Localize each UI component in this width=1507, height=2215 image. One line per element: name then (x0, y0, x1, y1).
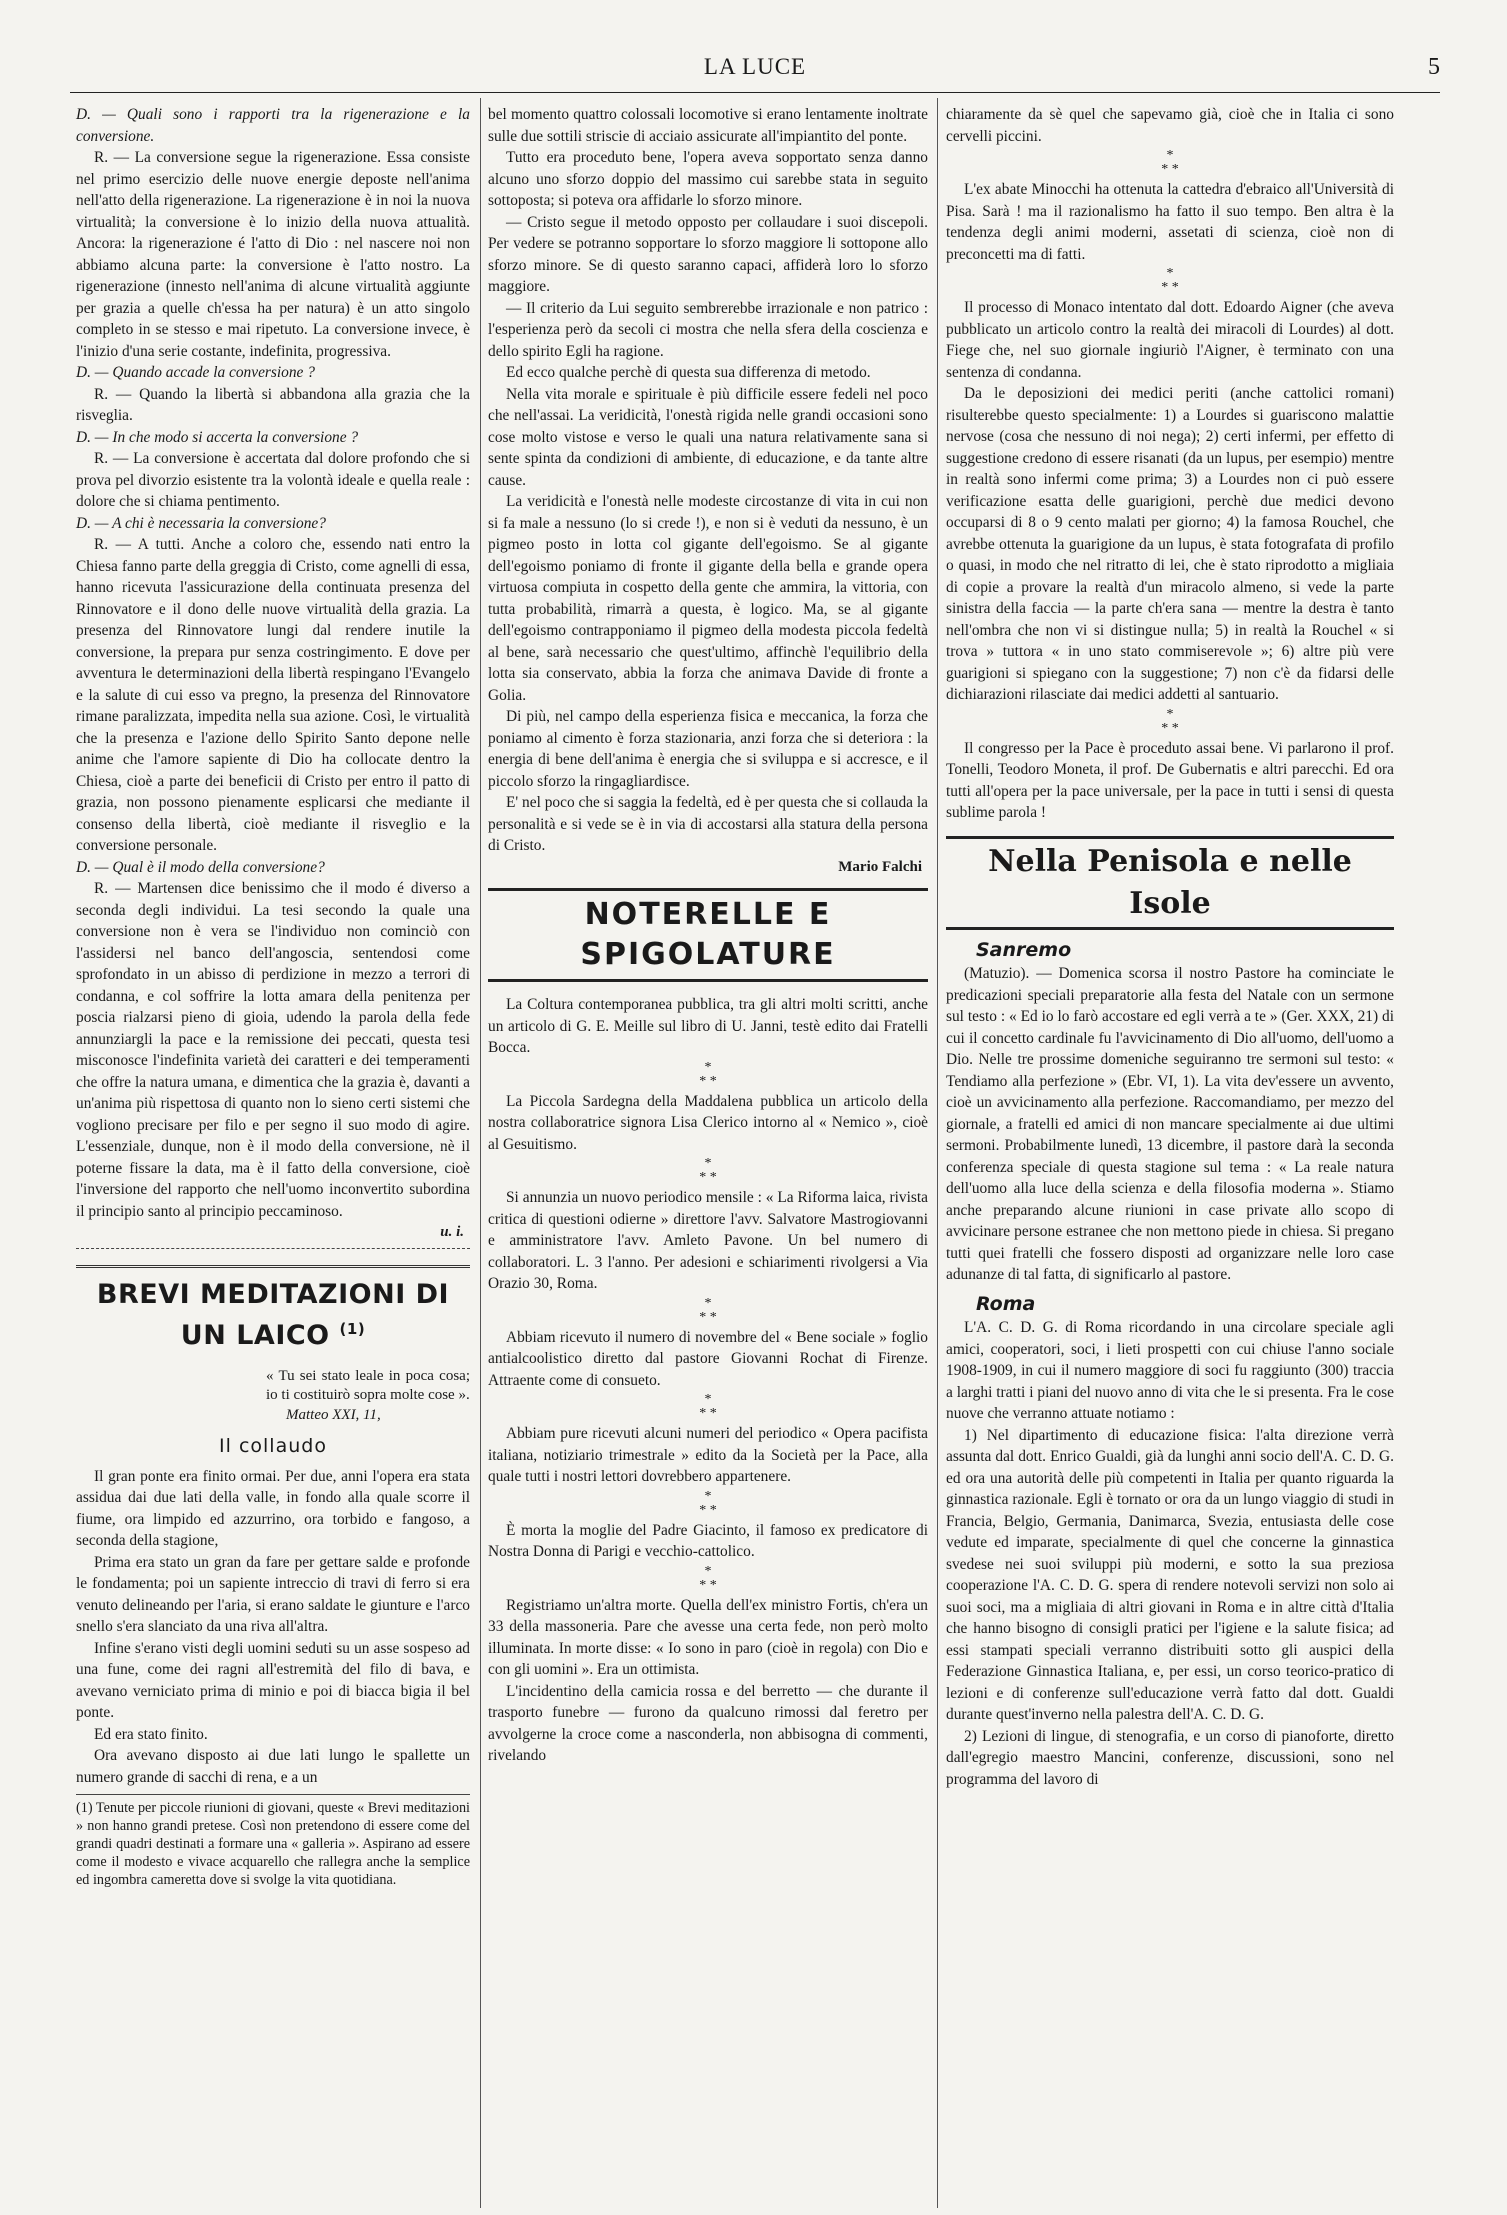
asterism: * * * (699, 1392, 717, 1421)
section-divider (76, 1248, 470, 1249)
answer: R. — La conversione è accertata dal dolore profondo che si prova pel divorzio esistente tra la volontà ideale e quella reale : dolore che si chiama pentimento. (76, 450, 470, 510)
place-heading-sanremo: Sanremo (976, 938, 1072, 961)
paragraph: — Il criterio da Lui seguito sembrerebbe irrazionale e non patrico : l'esperienza però da secoli ci mostra che nella sfera della coscienza e dello spirito Egli ha ragione. (488, 299, 928, 360)
paragraph: 1) Nel dipartimento di educazione fisica: l'alta direzione verrà assunta dal dott. Enrico Gualdi, già da lunghi anni socio dell'A. C. D. G. ed ora una autorità delle più competenti in Italia per quanto riguarda la ginnastica razionale. Egli è tornato or ora da un lungo viaggio di studi in Francia, Belgio, Germania, Danimarca, Svezia, entusiasta delle cose vedute ed imparate, specialmente di quel che concerne la ginnastica svedese nei suoi sviluppi più moderni, e sotto la sua preziosa cooperazione l'A. C. D. G. spera di rendere notevoli servizi non solo ai suoi soci, ma a migliaia di altri giovani in Roma e in altre città d'Italia che hanno bisogno di consigli pratici per l'igiene e la salute fisica; ad essi stampati speciali verranno distribuiti sotto gli auspici della Federazione Ginnastica Italiana, e, per essi, un corso teorico-pratico di lezioni e di conferenze sull'educazione verrà fatto dal dott. Gualdi durante quest'inverno nella palestra dell'A. C. D. G. (946, 1426, 1394, 1723)
paragraph: — Cristo segue il metodo opposto per collaudare i suoi discepoli. Per vedere se potranno sopportare lo sforzo maggiore li sottopone allo sforzo minore. Se di questo saranno capaci, affiderà loro lo sforzo maggiore. (488, 213, 928, 295)
note-item: Abbiam ricevuto il numero di novembre del « Bene sociale » foglio antialcoolistico diretto dal pastore Giovanni Rochat di Firenze. Attraente come di consueto. (488, 1328, 928, 1389)
paragraph: Tutto era proceduto bene, l'opera aveva sopportato senza danno alcuno uno sforzo doppio del massimo cui sarebbe stata in seguito sottoposta; si poteva ora affidarle lo sforzo minore. (488, 149, 928, 209)
note-item: La Piccola Sardegna della Maddalena pubblica un articolo della nostra collaboratrice signora Lisa Clerico intorno al « Nemico », cioè al Gesuitismo. (488, 1092, 928, 1153)
paragraph: La veridicità e l'onestà nelle modeste circostanze di vita in cui non si fa male a nessuno (lo si crede !), e non si è veduti da nessuno, è un pigmeo posto in lotta col gigante dell'egoismo. Se al gigante dell'egoismo poniamo di fronte il gigante della bella e grande opera virtuosa compiuta in cospetto della gente che ammira, la vittoria, con tutta probabilità, rimarrà a questa, è logico. Ma, se al gigante dell'egoismo contrapponiamo il pigmeo della modesta piccola fedeltà al bene, sarà necessario che quest'ultimo, affinchè l'equilibrio della lotta sia conservato, abbia la forza che animava Davide di fronte a Golia. (488, 493, 928, 704)
column-3 (946, 104, 1394, 1790)
paragraph: bel momento quattro colossali locomotive si erano lentamente inoltrate sulle due sottili striscie di acciaio assicurate all'impiantito del ponte. (488, 106, 928, 145)
note-item: È morta la moglie del Padre Giacinto, il famoso ex predicatore di Nostra Donna di Parigi e vecchio-cattolico. (488, 1521, 928, 1560)
answer: R. — La conversione segue la rigenerazione. Essa consiste nel primo esercizio delle nuove energie deposte nell'anima nell'atto della rigenerazione. La rigenerazione è in noi la nuova virtualità; la conversione è lo inizio della nuova attualità. Ancora: la rigenerazione é l'atto di Dio : nel nascere noi non abbiamo alcuna parte: la conversione è l'atto nostro. La rigenerazione (innesto nell'anima di alcune virtualità aggiunte per grazia a quelle ch'essa ha per natura) è un atto singolo completo in se stesso e mai ripetuto. La conversione invece, è l'inizio d'una serie costante, indefinita, progressiva. (76, 149, 470, 360)
article-subtitle: Il collaudo (219, 1435, 327, 1457)
question: D. — Quando accade la conversione ? (76, 364, 315, 381)
epigraph: « Tu sei stato leale in poca cosa; io ti costituirò sopra molte cose ». (266, 1367, 470, 1403)
question: D. — Quali sono i rapporti tra la rigenerazione e la conversione. (76, 106, 470, 145)
note-item: Si annunzia un nuovo periodico mensile : « La Riforma laica, rivista critica di questioni odierne » direttore l'avv. Salvatore Mastrogiovanni e amministratore l'avv. Amleto Pavone. Un bel numero di collaboratori. L. 3 l'anno. Per adesioni e schiarimenti rivolgersi a Via Orazio 30, Roma. (488, 1189, 928, 1292)
page-number: 5 (1428, 54, 1440, 80)
note-item: Abbiam pure ricevuti alcuni numeri del periodico « Opera pacifista italiana, notiziario trimestrale » edito da la Società per la Pace, alla quale tutti i nostri lettori dovrebbero appartenere. (488, 1425, 928, 1485)
note-item: L'incidentino della camicia rossa e del berretto — che durante il trasporto funebre — furono da qualcuno rimossi dal feretro per avvolgerne la croce come a nasconderla, non abbisogna di commenti, rivelando (488, 1682, 928, 1764)
note-item: Da le deposizioni dei medici periti (anche cattolici romani) risulterebbe questo specialmente: 1) a Lourdes si guariscono malattie nervose (cosa che nessuno di noi nega); 2) certi infermi, per effetto di suggestione credono di essere risanati (da un lupus, per esempio) mentre in realtà sono infermi come prima; 3) a Lourdes non ci può essere verificazione esatta delle guarigioni, perchè due medici devono occuparsi di 8 o 9 cento malati per giorno; 4) la famosa Rouchel, che avrebbe ottenuta la guarigione da un lupus, è stata fotografata di profilo o quasi, in modo che nel ritratto di lei, che è stato riprodotto a migliaia di copie a provare la realtà d'un miracolo almeno, si vede la parte sinistra della faccia — la parte ch'era sana — mentre la destra è tanto nell'ombra che non vi si distingue nulla; 5) in realtà la Rouchel « si trova » tuttora « in uno stato commiserevole »; 6) altre più vere guarigioni si spiegano con la suggestione; 7) non c'è da fidarsi delle dichiarazioni rilasciate dai medici addetti al santuario. (946, 385, 1394, 703)
header-rule (70, 92, 1440, 93)
asterism: * * * (699, 1059, 717, 1089)
asterism: * * * (1161, 266, 1179, 295)
nella-penisola-title: Nella Penisola e nelle Isole (946, 836, 1394, 930)
asterism: * * * (699, 1156, 717, 1185)
place-heading-roma: Roma (976, 1292, 1036, 1315)
paragraph: Ora avevano disposto ai due lati lungo le spallette un numero grande di sacchi di rena, e a un (76, 1747, 470, 1786)
paragraph: Prima era stato un gran da fare per gettare salde e profonde le fondamenta; poi un sapiente intreccio di travi di ferro si era venuto delineando per l'aria, si erano saldate le giunture e l'arco snello s'era slanciato da una riva all'altra. (76, 1553, 470, 1635)
brevi-meditazioni-title: BREVI MEDITAZIONI DI UN LAICO $^{(1)}$ (76, 1265, 470, 1353)
note-item: Il processo di Monaco intentato dal dott. Edoardo Aigner (che aveva pubblicato un articolo contro la realtà dei miracoli di Lourdes) al dott. Fiege che, nel suo giornale ingiuriò l'Aigner, è terminato con una sentenza di condanna. (946, 299, 1394, 381)
footnote-mark: (1) (339, 1319, 366, 1338)
masthead-title: LA LUCE (703, 54, 807, 79)
asterism: * * * (699, 1295, 717, 1325)
paragraph: 2) Lezioni di lingue, di stenografia, e un corso di pianoforte, diretto dall'egregio maestro Mancini, conferenze, discussioni, sono nel programma del lavoro di (946, 1727, 1394, 1788)
paragraph: Il gran ponte era finito ormai. Per due, anni l'opera era stata assidua dai due lati della valle, in fondo alla quale scorre il fiume, ora limpido ed azzurrino, ora torbido e fangoso, a seconda della stagione, (76, 1467, 470, 1549)
asterism: * * * (1161, 148, 1179, 177)
noterelle-title: NOTERELLE E SPIGOLATURE (488, 888, 928, 982)
paragraph: Di più, nel campo della esperienza fisica e meccanica, la forza che poniamo al cimento è forza stazionaria, anzi forza che si deteriora : la energia di bene dell'anima è energia che si sviluppa e si accresce, e il piccolo sforzo la ringagliardisce. (488, 708, 928, 790)
note-item: La Coltura contemporanea pubblica, tra gli altri molti scritti, anche un articolo di G. E. Meille sul libro di U. Janni, testè edito dai Fratelli Bocca. (488, 996, 928, 1056)
paragraph: E' nel poco che si saggia la fedeltà, ed è per questa che si collauda la personalità e si vede se è in via di accostarsi alla statura della persona di Cristo. (488, 794, 928, 854)
epigraph-citation: Matteo XXI, 11, (286, 1406, 381, 1423)
column-2 (488, 104, 928, 1767)
asterism: * * * (699, 1563, 717, 1593)
paragraph: Ed era stato finito. (94, 1725, 208, 1743)
answer: R. — Martensen dice benissimo che il modo é diverso a seconda degli individui. La tesi secondo la quale una conversione non è vera se l'individuo non cominciò con l'assidersi nel banco dell'angoscia, sentendosi come sprofondato in un abisso di perdizione in mezzo a terrori di condanna, e col soffrire la lotta amara della penitenza per poscia rialzarsi pieno di gioia, udendo la parola della fede annunziargli la pace e la remissione dei peccati, questa tesi misconosce l'indefinita varietà dei caratteri e dei temperamenti che offre la natura umana, e dimentica che la grazia è, davanti a un'anima più rispettosa di quanto non lo sieno certi sistemi che vogliono precisare per filo e per segno il suo modo di agire. L'essenziale, dunque, non è il modo della conversione, nè il poterne fissare la data, ma è il fatto della conversione, cioè l'inversione del rapporto che nell'uomo inconvertito subordina il principio santo al principio peccaminoso. (76, 880, 470, 1220)
note-item: Il congresso per la Pace è proceduto assai bene. Vi parlarono il prof. Tonelli, Teodoro Moneta, il prof. De Gubernatis e altri parecchi. Ed ora tutti all'opera per la pace universale, per la pace in tutti i sensi di questa sublime parola ! (946, 739, 1394, 821)
article-signature: u. i. (440, 1224, 464, 1240)
paragraph: Nella vita morale e spirituale è più difficile essere fedeli nel poco che nell'assai. La veridicità, l'onestà rigida nelle grandi occasioni sono cose molto vistose e verso le quali una natura relativamente sana si sente spinta da condizioni di ambiente, di educazione, e da tante altre cause. (488, 385, 928, 489)
note-item: chiaramente da sè quel che sapevamo già, cioè che in Italia ci sono cervelli piccini. (946, 106, 1394, 145)
paragraph: (Matuzio). — Domenica scorsa il nostro Pastore ha cominciate le predicazioni speciali preparatorie alla festa del Natale con un sermone sul testo : « Ed io lo farò accostare ed egli verrà a te » (Ger. XXX, 21) di cui il concetto cardinale fu l'avvicinamento di Dio all'uomo, dell'uomo a Dio. Nelle tre prossime domeniche seguiranno tre sermoni sul testo: « Tendiamo alla perfezione » (Ebr. VI, 1). La vita dev'essere un avvento, cioè un avvicinamento alla perfezione. Raccomandiamo, per mezzo del giornale, a fratelli ed amici di non mancare specialmente ai due ultimi sermoni. Probabilmente lunedì, 13 dicembre, il pastore darà la seconda conferenza speciale di questa stagione sul tema : « La reale natura dell'uomo alla luce della scienza e della filosofia moderna ». Stiamo anche preparando alcune riunioni in case private allo scopo di avvicinare persone estranee che non mettono piede in chiesa. Si pregano tutti quei fratelli che fossero disposti ad organizzare nelle loro case adunanze di tal fatta, di significarlo al pastore. (946, 965, 1394, 1283)
question: D. — Qual è il modo della conversione? (76, 858, 325, 876)
note-item: Registriamo un'altra morte. Quella dell'ex ministro Fortis, ch'era un 33 della massoneria. Pare che avesse una certa fede, non però molto illuminata. In morte disse: « Io sono in paro (cioè in regola) con Dio e con gli uomini ». Era un ottimista. (488, 1596, 928, 1678)
page-header (70, 54, 1440, 90)
column-divider (937, 98, 938, 2208)
paragraph: Ed ecco qualche perchè di questa sua differenza di metodo. (506, 364, 871, 381)
asterism: * * * (1161, 706, 1179, 736)
footnote: (1) Tenute per piccole riunioni di giovani, queste « Brevi meditazioni » non hanno grandi pretese. Così non pretendono di essere come del grandi quadri destinati a formare una « galleria ». Aspirano ad essere come il modesto e vivace acquarello che rallegra anche la semplice ed ingombra cameretta dove si svolge la vita quotidiana. (76, 1794, 470, 1889)
answer: R. — Quando la libertà si abbandona alla grazia che la risveglia. (76, 385, 470, 424)
question: D. — A chi è necessaria la conversione? (76, 514, 326, 532)
answer: R. — A tutti. Anche a coloro che, essendo nati entro la Chiesa fanno parte della greggia di Cristo, come agnelli di essa, hanno ricevuta l'assicurazione della continuata presenza del Rinnovatore e il dono delle nuove virtualità della grazia. La presenza del Rinnovatore lungi dal rendere inutile la conversione, la prepara pur senza costringimento. E dove per avventura le determinazioni della libertà respingano l'Evangelo e la salute di cui esso va pregno, la presenza del Rinnovatore rimane paralizzata, impedita nella sua azione. Così, le virtualità che la presenza e l'azione dello Spirito Santo depone nelle anime che l'amore sapiente di Dio ha collocate dentro la Chiesa, cioè a parte dei beneficii di Cristo per entro il patto di grazia, non possono pienamente esplicarsi che mediante il consenso della libertà, cioè mediante il risveglio e la conversione personale. (76, 536, 470, 854)
column-divider (480, 98, 481, 2208)
article-signature: Mario Falchi (838, 858, 922, 875)
paragraph: Infine s'erano visti degli uomini seduti su un asse sospeso ad una fune, come dei ragni all'estremità del filo di bava, e avevano verniciato prima di minio e poi di biacca bigia il bel ponte. (76, 1639, 470, 1721)
paragraph: L'A. C. D. G. di Roma ricordando in una circolare speciale agli amici, cooperatori, soci, i lieti prospetti con cui chiuse l'anno sociale 1908-1909, in cui il numero maggiore di soci fu raggiunto (300) traccia a larghi tratti i piani del nuovo anno di vita che le si presenta. Fra le cose nuove che verranno attuate notiamo : (946, 1319, 1394, 1422)
asterism: * * * (699, 1488, 717, 1518)
question: D. — In che modo si accerta la conversione ? (76, 428, 359, 446)
column-1 (76, 104, 470, 1889)
note-item: L'ex abate Minocchi ha ottenuta la cattedra d'ebraico all'Università di Pisa. Sarà ! ma il razionalismo ha fatto il suo tempo. Ben altra è la tendenza degli animi moderni, assetati di scienza, cioè non di preconcetti ma di fatti. (946, 181, 1394, 263)
